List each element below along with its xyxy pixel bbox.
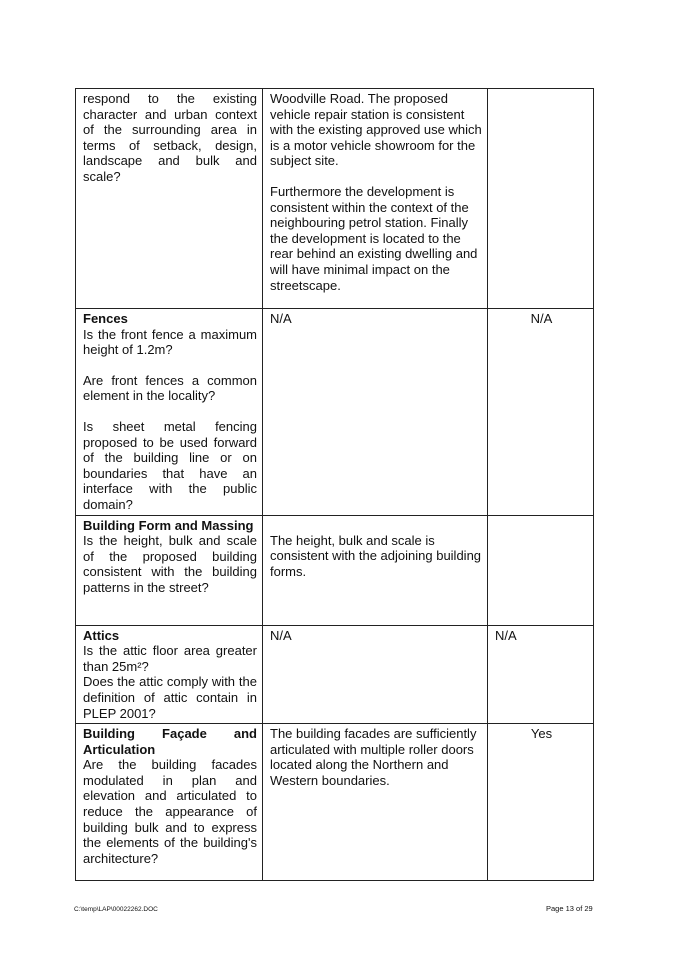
- complies-cell: [488, 89, 594, 309]
- criteria-cell: [76, 625, 263, 724]
- complies-text: Yes: [530, 726, 553, 742]
- criteria-cell: [76, 309, 263, 516]
- table-row: [76, 724, 594, 881]
- criteria-cell: [76, 515, 263, 625]
- criteria-question: Are front fences a common element in the locality?: [83, 372, 257, 404]
- section-heading: Attics: [83, 627, 120, 643]
- section-heading: Building Façade and Articulation: [83, 726, 257, 757]
- criteria-question: Does the attic comply with the definition of attic contain in PLEP 2001?: [83, 674, 257, 721]
- footer-page-number: Page 13 of 29: [546, 904, 593, 913]
- comment-text: N/A: [270, 311, 292, 326]
- criteria-question: Are the building facades modulated in plan and elevation and articulated to reduce the appearance of building bulk and to express the elements of the building's architecture?: [83, 757, 257, 866]
- comment-cell: [263, 724, 488, 881]
- criteria-question: Is sheet metal fencing proposed to be used forward of the building line or on boundaries that have an interface with the public domain?: [83, 418, 257, 512]
- criteria-question: Is the height, bulk and scale of the proposed building consistent with the building patterns in the street?: [83, 533, 257, 595]
- criteria-text: respond to the existing character and urban context of the surrounding area in terms of setback, design, landscape and bulk and scale?: [83, 91, 257, 184]
- complies-cell: [488, 309, 594, 516]
- complies-text: N/A: [530, 311, 553, 326]
- section-heading: Building Form and Massing: [83, 517, 254, 533]
- footer-file-path: C:\temp\LAP\00022262.DOC: [74, 906, 158, 913]
- comment-text: The height, bulk and scale is consistent with the adjoining building forms.: [270, 532, 482, 579]
- comment-cell: [263, 309, 488, 516]
- complies-cell: [488, 625, 594, 724]
- comment-text: Woodville Road. The proposed vehicle repair station is consistent with the existing approved use which is a motor vehicle showroom for the subject site.: [270, 91, 482, 169]
- criteria-cell: [76, 89, 263, 309]
- table-row: [76, 515, 594, 625]
- assessment-table: [75, 88, 594, 881]
- comment-text: Furthermore the development is consistent within the context of the neighbouring petrol station. Finally the development is located to the rear behind an existing dwelling and will have minimal impact on the streetscape.: [270, 183, 478, 293]
- table-row: [76, 625, 594, 724]
- comment-cell: [263, 515, 488, 625]
- criteria-cell: [76, 724, 263, 881]
- criteria-question: Is the front fence a maximum height of 1.2m?: [83, 326, 257, 358]
- table-row: [76, 309, 594, 516]
- table-row: [76, 89, 594, 309]
- section-heading: Fences: [83, 311, 128, 326]
- comment-text: N/A: [270, 627, 292, 643]
- comment-cell: [263, 625, 488, 724]
- comment-text: The building facades are sufficiently articulated with multiple roller doors located along the Northern and Western boundaries.: [270, 726, 477, 788]
- complies-cell: [488, 515, 594, 625]
- complies-cell: [488, 724, 594, 881]
- complies-text: N/A: [495, 627, 517, 643]
- criteria-question: Is the attic floor area greater than 25m²?: [83, 643, 257, 674]
- comment-cell: [263, 89, 488, 309]
